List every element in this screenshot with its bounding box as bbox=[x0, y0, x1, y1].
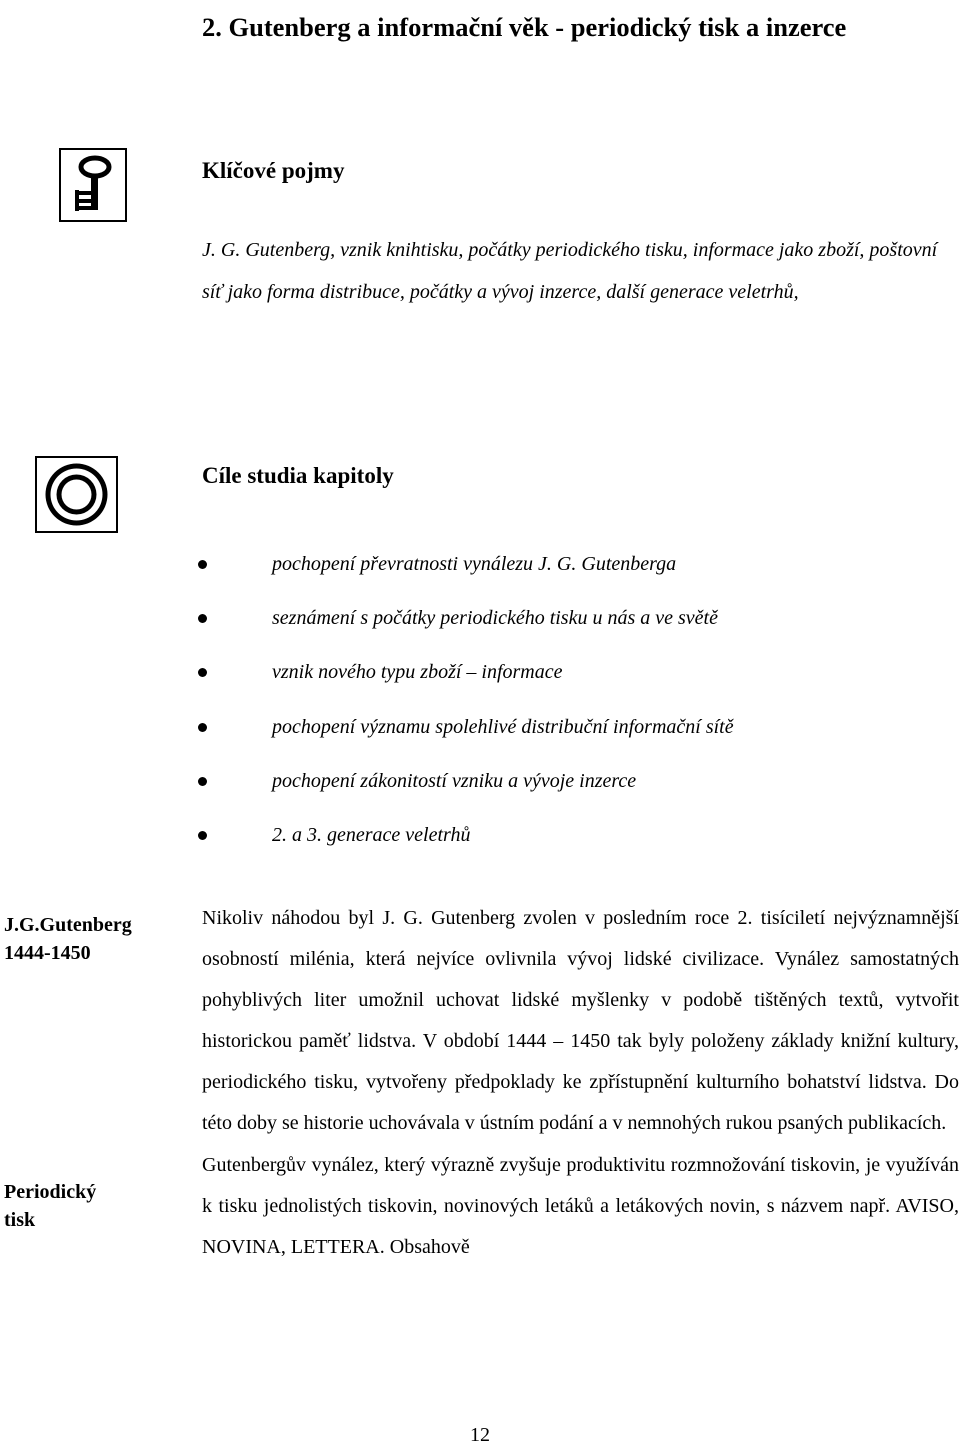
bullet-icon bbox=[198, 831, 207, 840]
margin-note-line: 1444-1450 bbox=[4, 942, 91, 964]
margin-note-line: tisk bbox=[4, 1209, 36, 1231]
margin-note-line: Periodický bbox=[4, 1181, 97, 1203]
margin-note-periodical bbox=[4, 1178, 184, 1234]
paragraph: Gutenbergův vynález, který výrazně zvyšuje produktivitu rozmnožování tiskovin, je využíván k tisku jednolistých tiskovin, novinových letáků a letákových novin, s názvem např. AVISO, NOVINA, LETTERA. Obsahově bbox=[202, 1153, 959, 1258]
list-item: pochopení zákonitostí vzniku a vývoje inzerce bbox=[195, 754, 955, 808]
key-icon bbox=[59, 148, 127, 222]
goals-list bbox=[195, 537, 955, 862]
chapter-title: 2. Gutenberg a informační věk - periodický tisk a inzerce bbox=[202, 12, 847, 42]
page-number: 12 bbox=[470, 1424, 490, 1446]
paragraph: Nikoliv náhodou byl J. G. Gutenberg zvolen v posledním roce 2. tisíciletí nejvýznamnější osobností milénia, která nejvíce ovlivnila vývoj lidské civilizace. Vynález samostatných pohyblivých liter umožnil uchovat lidské myšlenky v podobě tištěných textů, vytvořit historickou paměť lidstva. V období 1444 – 1450 tak byly položeny základy knižní kultury, periodického tisku, vytvořeny předpoklady ke zpřístupnění kulturního bohatství lidstva. Do této doby se historie uchovávala v ústním podání a v nemnohých rukou psaných publikacích. bbox=[202, 907, 959, 1135]
bullet-icon bbox=[198, 614, 207, 623]
bullet-icon bbox=[198, 668, 207, 677]
list-item: pochopení převratnosti vynálezu J. G. Gutenberga bbox=[195, 537, 955, 591]
bullet-icon bbox=[198, 723, 207, 732]
key-icon-graphic bbox=[61, 150, 125, 220]
bullet-icon bbox=[198, 560, 207, 569]
bullet-icon bbox=[198, 777, 207, 786]
list-item: vznik nového typu zboží – informace bbox=[195, 645, 955, 699]
key-concepts-text: J. G. Gutenberg, vznik knihtisku, počátky periodického tisku, informace jako zboží, poštovní síť jako forma distribuce, počátky a vývoj inzerce, další generace veletrhů, bbox=[202, 239, 938, 303]
goals-heading: Cíle studia kapitoly bbox=[202, 463, 394, 488]
list-item: 2. a 3. generace veletrhů bbox=[195, 808, 955, 862]
key-concepts-heading: Klíčové pojmy bbox=[202, 158, 345, 183]
body-text bbox=[202, 898, 959, 1268]
margin-note-gutenberg bbox=[4, 911, 184, 967]
margin-note-line: J.G.Gutenberg bbox=[4, 914, 132, 936]
target-icon-graphic bbox=[37, 458, 116, 531]
list-item: seznámení s počátky periodického tisku u nás a ve světě bbox=[195, 591, 955, 645]
target-icon bbox=[35, 456, 118, 533]
list-item: pochopení významu spolehlivé distribuční informační sítě bbox=[195, 700, 955, 754]
